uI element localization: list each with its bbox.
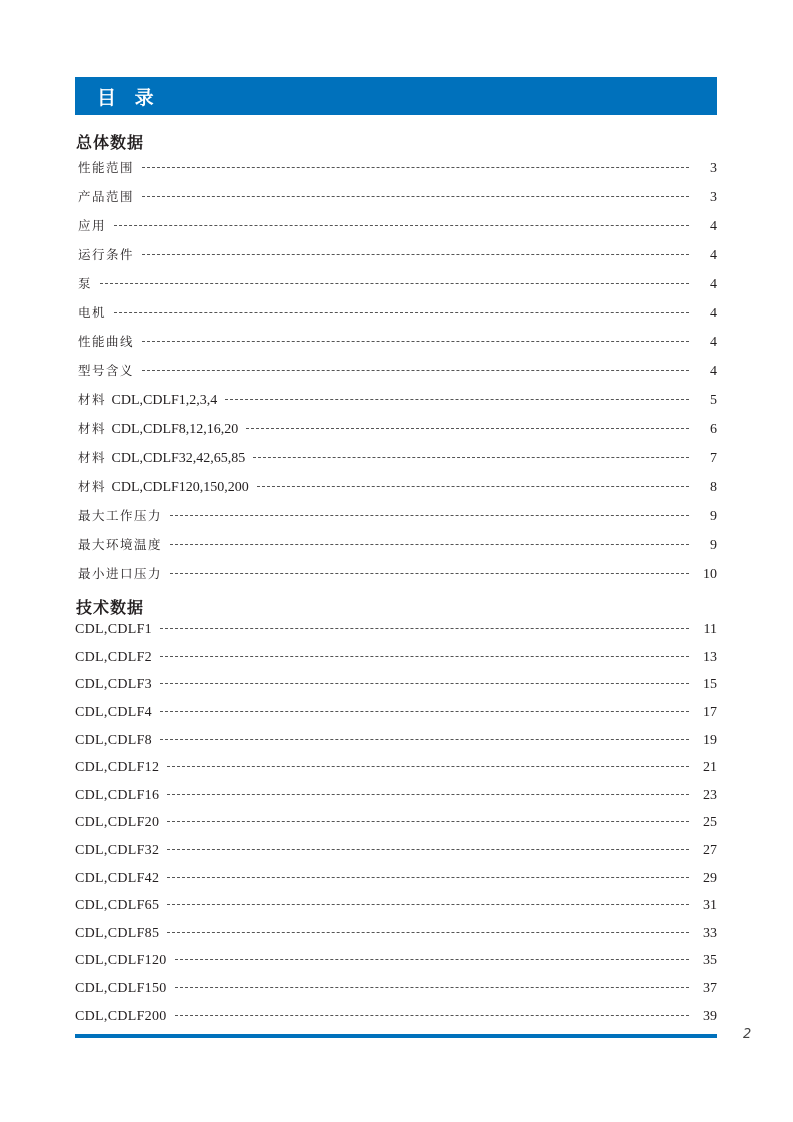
toc-entry-page: 3 [710,161,717,176]
toc-entry[interactable] [78,506,717,526]
dotted-leader [100,283,689,284]
dotted-leader [175,987,689,988]
toc-entry-page: 29 [703,871,717,886]
toc-entry-page: 8 [710,480,717,495]
toc-entry-page: 4 [710,248,717,263]
toc-entry-label: 泵 [78,276,93,291]
toc-entry[interactable] [75,705,717,725]
toc-header-banner [75,77,717,115]
dotted-leader [246,428,689,429]
toc-entry-page: 6 [710,422,717,437]
toc-entry[interactable] [78,245,717,265]
toc-entry[interactable] [75,953,717,973]
dotted-leader [160,683,689,684]
toc-entry[interactable] [78,419,717,439]
dotted-leader [175,959,689,960]
toc-entry-label: CDL,CDLF12 [75,760,160,775]
toc-entry[interactable] [78,535,717,555]
footer-rule [75,1034,717,1038]
dotted-leader [160,656,689,657]
toc-entry-label: CDL,CDLF2 [75,650,152,665]
toc-entry-page: 17 [703,705,717,720]
toc-entry-label: CDL,CDLF42 [75,871,160,886]
toc-entry[interactable] [75,926,717,946]
dotted-leader [142,254,689,255]
toc-entry-page: 4 [710,306,717,321]
toc-entry[interactable] [75,981,717,1001]
toc-entry-page: 15 [703,677,717,692]
toc-entry[interactable] [75,815,717,835]
toc-entry-page: 31 [703,898,717,913]
dotted-leader [257,486,689,487]
dotted-leader [160,739,689,740]
toc-entry[interactable] [78,361,717,381]
dotted-leader [114,312,689,313]
toc-entry[interactable] [75,650,717,670]
toc-entry[interactable] [75,843,717,863]
toc-entry-page: 39 [703,1009,717,1024]
toc-entry[interactable] [78,187,717,207]
toc-entry-page: 33 [703,926,717,941]
toc-title: 目 录 [97,87,160,109]
dotted-leader [253,457,689,458]
toc-entry-label-cn: 材料 [78,450,107,465]
toc-entry-label: CDL,CDLF32 [75,843,160,858]
dotted-leader [167,904,689,905]
toc-entry-page: 19 [703,733,717,748]
toc-entry[interactable] [75,788,717,808]
toc-entry-page: 25 [703,815,717,830]
dotted-leader [170,515,689,516]
toc-entry-label [78,477,249,496]
toc-entry-label: CDL,CDLF8 [75,733,152,748]
dotted-leader [142,167,689,168]
toc-entry-page: 4 [710,277,717,292]
toc-entry[interactable] [75,871,717,891]
toc-entry-page: 10 [703,567,717,582]
toc-entry-page: 37 [703,981,717,996]
toc-entry-label [78,390,217,409]
toc-entry-page: 4 [710,364,717,379]
dotted-leader [225,399,689,400]
toc-entry[interactable] [78,303,717,323]
page-number: 2 [743,1027,752,1042]
toc-entry[interactable] [75,677,717,697]
dotted-leader [114,225,689,226]
toc-entry-label: 性能曲线 [78,334,135,349]
toc-entry[interactable] [78,390,717,410]
dotted-leader [167,932,689,933]
toc-entry[interactable] [78,332,717,352]
toc-entry[interactable] [78,158,717,178]
toc-entry-label-model: CDL,CDLF8,12,16,20 [111,422,239,437]
dotted-leader [167,849,689,850]
toc-entry-page: 35 [703,953,717,968]
toc-entry-label: 最大工作压力 [78,508,163,523]
toc-entry[interactable] [78,564,717,584]
toc-entry-page: 4 [710,219,717,234]
toc-entry-label-cn: 材料 [78,421,107,436]
toc-entry-label: CDL,CDLF150 [75,981,167,996]
toc-entry[interactable] [78,274,717,294]
toc-entry-label-model: CDL,CDLF32,42,65,85 [111,451,246,466]
toc-entry-label [78,448,245,467]
toc-entry-label: CDL,CDLF120 [75,953,167,968]
dotted-leader [170,573,689,574]
toc-entry[interactable] [75,760,717,780]
toc-entry-label: 电机 [78,305,107,320]
toc-entry-label: CDL,CDLF20 [75,815,160,830]
dotted-leader [160,711,689,712]
toc-entry-label-cn: 材料 [78,479,107,494]
toc-entry-label: CDL,CDLF1 [75,622,152,637]
toc-entry-label [78,419,238,438]
section-heading-general-data: 总体数据 [76,133,145,152]
dotted-leader [142,196,689,197]
toc-entry[interactable] [75,1009,717,1029]
toc-entry-label: CDL,CDLF4 [75,705,152,720]
toc-entry[interactable] [78,216,717,236]
toc-entry[interactable] [78,477,717,497]
toc-entry-page: 21 [703,760,717,775]
toc-entry-label: 最大环境温度 [78,537,163,552]
dotted-leader [167,821,689,822]
toc-entry-page: 13 [703,650,717,665]
section-heading-technical-data: 技术数据 [76,598,145,617]
dotted-leader [142,370,689,371]
dotted-leader [167,794,689,795]
dotted-leader [142,341,689,342]
toc-entry[interactable] [75,622,717,642]
toc-entry-label-model: CDL,CDLF120,150,200 [111,480,249,495]
toc-entry-page: 3 [710,190,717,205]
toc-entry-page: 23 [703,788,717,803]
toc-entry-page: 9 [710,509,717,524]
toc-entry-label-cn: 材料 [78,392,107,407]
dotted-leader [167,766,689,767]
toc-entry[interactable] [75,898,717,918]
toc-entry-label: CDL,CDLF3 [75,677,152,692]
toc-entry-label: CDL,CDLF200 [75,1009,167,1024]
toc-entry-label: 性能范围 [78,160,135,175]
toc-entry[interactable] [75,733,717,753]
toc-entry-label: CDL,CDLF65 [75,898,160,913]
toc-entry-page: 4 [710,335,717,350]
toc-entry-label: 最小进口压力 [78,566,163,581]
toc-entry-label: 产品范围 [78,189,135,204]
toc-entry-label: CDL,CDLF16 [75,788,160,803]
toc-entry-label: 应用 [78,218,107,233]
toc-entry-label: 型号含义 [78,363,135,378]
toc-entry-label-model: CDL,CDLF1,2,3,4 [111,393,218,408]
dotted-leader [170,544,689,545]
toc-entry-page: 27 [703,843,717,858]
toc-entry[interactable] [78,448,717,468]
dotted-leader [167,877,689,878]
toc-entry-label: 运行条件 [78,247,135,262]
dotted-leader [160,628,689,629]
toc-entry-page: 11 [703,622,717,637]
toc-entry-page: 9 [710,538,717,553]
toc-entry-page: 7 [710,451,717,466]
toc-entry-page: 5 [710,393,717,408]
toc-entry-label: CDL,CDLF85 [75,926,160,941]
dotted-leader [175,1015,689,1016]
